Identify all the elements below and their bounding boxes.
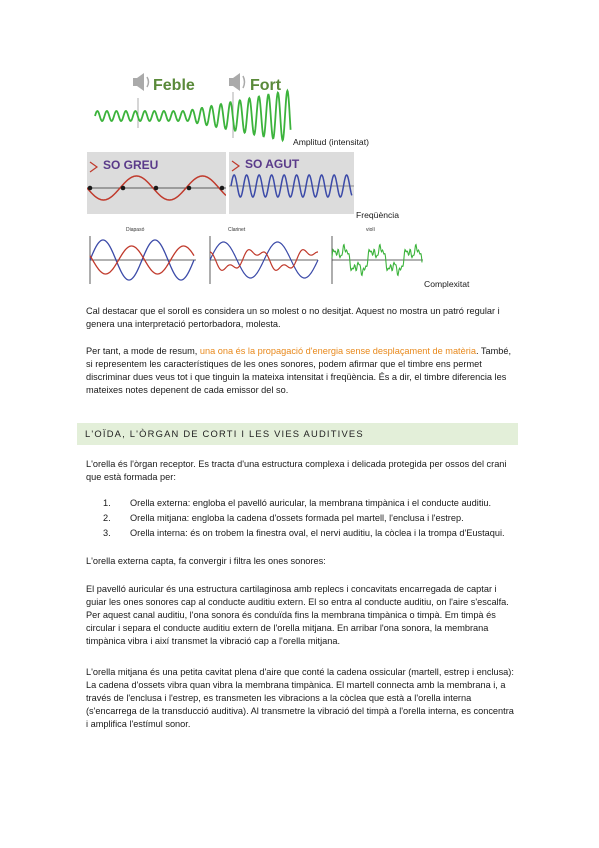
paragraph-pinna: El pavelló auricular és una estructura cartilaginosa amb replecs i concavitats encarregada de captar i guiar les ones sonores cap al conducte auditiu extern. El so entra al conducte auditiu, on l'aire s'escalfa. Per aquest canal auditiu, l'ona sonora és conduïda fins la membrana timpànica o timpà. Em timpà és circular i separa el conducte auditiu extern de l'orella mitjana. En arribar l'ona sonora, la membrana timpànica vibra i així transmet la vibració cap a l'orella mitjana.: [86, 584, 509, 646]
complexity-label-violin: violí: [366, 227, 375, 233]
summary-highlight: una ona és la propagació d'energia sense desplaçament de matèria: [199, 346, 476, 356]
amplitude-caption: Amplitud (intensitat): [293, 137, 369, 147]
frequency-high-label: SO AGUT: [245, 157, 300, 171]
wave-node: [121, 186, 126, 191]
speaker-weak-icon: [133, 73, 149, 91]
list-item: [103, 512, 523, 525]
list-number: 1.: [103, 498, 111, 508]
summary-text-end: . També, si representem les característiques de les ones sonores, podem afirmar que el timbre ens permet discriminar dues veus tot i que tinguin la mateixa intensitat i freqüència. És a dir, el timbre diferencia les mateixes notes depenent de cada emissor del so.: [86, 346, 512, 395]
paragraph-external-ear: L'orella externa capta, fa convergir i filtra les ones sonores:: [86, 556, 326, 566]
summary-text-start: Per tant, a mode de resum,: [86, 346, 200, 356]
list-text: Orella mitjana: engloba la cadena d'ossets formada pel martell, l'enclusa i l'estrep.: [130, 513, 464, 523]
amplitude-figure: [93, 68, 293, 152]
frequency-panel-high: [229, 152, 354, 214]
list-number: 2.: [103, 513, 111, 523]
speaker-strong-icon: [229, 73, 245, 91]
list-item: [103, 497, 523, 510]
amplitude-weak-label: Feble: [153, 77, 195, 94]
complexity-label-tuning-fork: Diapasó: [126, 227, 145, 233]
arrow-icon: [232, 161, 239, 171]
list-number: 3.: [103, 528, 111, 538]
paragraph-summary: [86, 345, 516, 397]
complexity-label-clarinet: Clarinet: [228, 227, 246, 233]
complexity-figure: [88, 222, 423, 290]
paragraph-ear-intro: L'orella és l'òrgan receptor. Es tracta d'una estructura complexa i delicada protegida per ossos del crani que està formada per:: [86, 459, 507, 482]
wave-node: [154, 186, 159, 191]
amplitude-wave: [95, 91, 291, 141]
wave-node: [88, 186, 93, 191]
section-heading: L'OÏDA, L'ÒRGAN DE CORTI I LES VIES AUDITIVES: [85, 428, 364, 439]
paragraph-noise: Cal destacar que el soroll es considera un so molest o no desitjat. Aquest no mostra un patró regular i genera una interpretació pertorbadora, molesta.: [86, 306, 500, 329]
list-text: Orella interna: és on trobem la finestra oval, el nervi auditiu, la còclea i la trompa d'Eustaqui.: [130, 528, 505, 538]
frequency-low-label: SO GREU: [103, 158, 159, 172]
list-item: [103, 527, 523, 540]
amplitude-strong-label: Fort: [250, 77, 282, 94]
arrow-icon: [90, 162, 97, 172]
frequency-panel-low: [87, 152, 226, 214]
paragraph-middle-ear: L'orella mitjana és una petita cavitat plena d'aire que conté la cadena ossicular (martell, estrep i enclusa): La cadena d'ossets vibra quan vibra la membrana timpànica. El martell connecta amb la membrana i, a través de l'enclusa i l'estrep, es transmeten les vibracions a la còclea que està a l'orella interna (s'encarrega de la transducció auditiva). Al transmetre la vibració del timpà a l'orella interna, es concentra i amplifica l'estímul sonor.: [86, 667, 514, 729]
wave-node: [220, 186, 225, 191]
complexity-caption: Complexitat: [424, 279, 470, 289]
wave-node: [187, 186, 192, 191]
section-heading-bar: [77, 423, 518, 445]
frequency-caption: Freqüència: [356, 210, 399, 220]
ear-parts-list: [103, 497, 523, 540]
list-text: Orella externa: engloba el pavelló auricular, la membrana timpànica i el conducte auditiu.: [130, 498, 492, 508]
